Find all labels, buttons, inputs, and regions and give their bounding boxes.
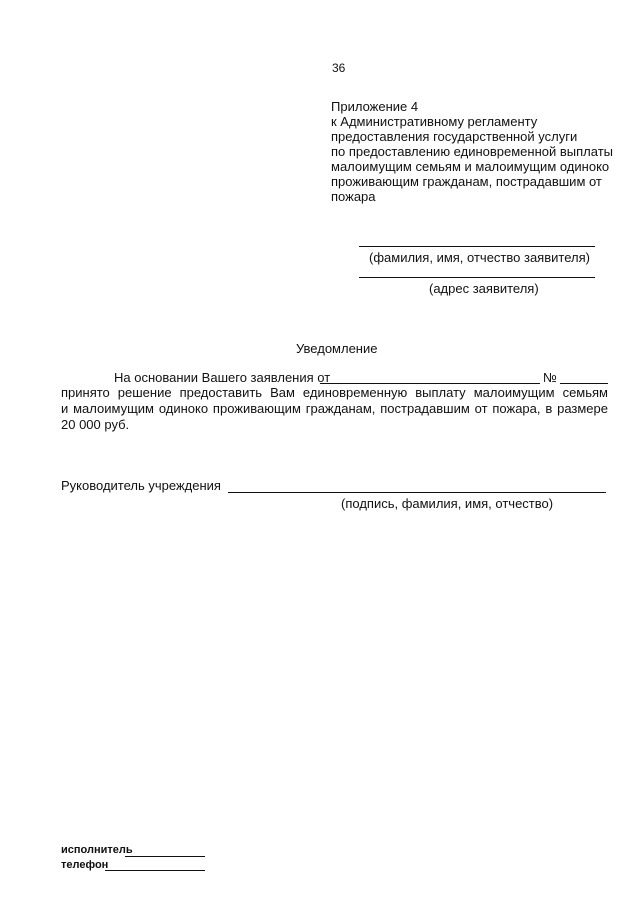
notice-line1-prefix: На основании Вашего заявления от [114, 370, 331, 385]
applicant-name-line [359, 246, 595, 247]
page-number: 36 [332, 61, 346, 75]
appendix-line: проживающим гражданам, пострадавшим от [331, 174, 602, 189]
applicant-address-line [359, 277, 595, 278]
phone-line [105, 870, 205, 871]
notice-line2: принято решение предоставить Вам единовременную выплату малоимущим семьям [61, 385, 608, 400]
appendix-line: пожара [331, 189, 376, 204]
applicant-address-caption: (адрес заявителя) [429, 281, 539, 296]
signature-caption: (подпись, фамилия, имя, отчество) [341, 496, 554, 511]
notice-line3: и малоимущим одиноко проживающим гражданам, пострадавшим от пожара, в размере [61, 401, 608, 416]
appendix-line: малоимущим семьям и малоимущим одиноко [331, 159, 610, 174]
signature-label: Руководитель учреждения [61, 478, 221, 493]
number-sign: № [543, 370, 557, 385]
applicant-name-caption: (фамилия, имя, отчество заявителя) [369, 250, 590, 265]
appendix-line: по предоставлению единовременной выплаты [331, 144, 613, 159]
appendix-line: предоставления государственной услуги [331, 129, 578, 144]
executor-line [125, 856, 205, 857]
appendix-block [331, 99, 621, 204]
notice-line4: 20 000 руб. [61, 417, 130, 432]
application-date-line [320, 383, 540, 384]
appendix-line: к Административному регламенту [331, 114, 538, 129]
signature-line [228, 492, 606, 493]
phone-label: телефон [61, 859, 109, 871]
notice-heading: Уведомление [296, 341, 378, 356]
application-number-line [560, 383, 608, 384]
appendix-title: Приложение 4 [331, 99, 419, 114]
executor-label: исполнитель [61, 844, 133, 856]
